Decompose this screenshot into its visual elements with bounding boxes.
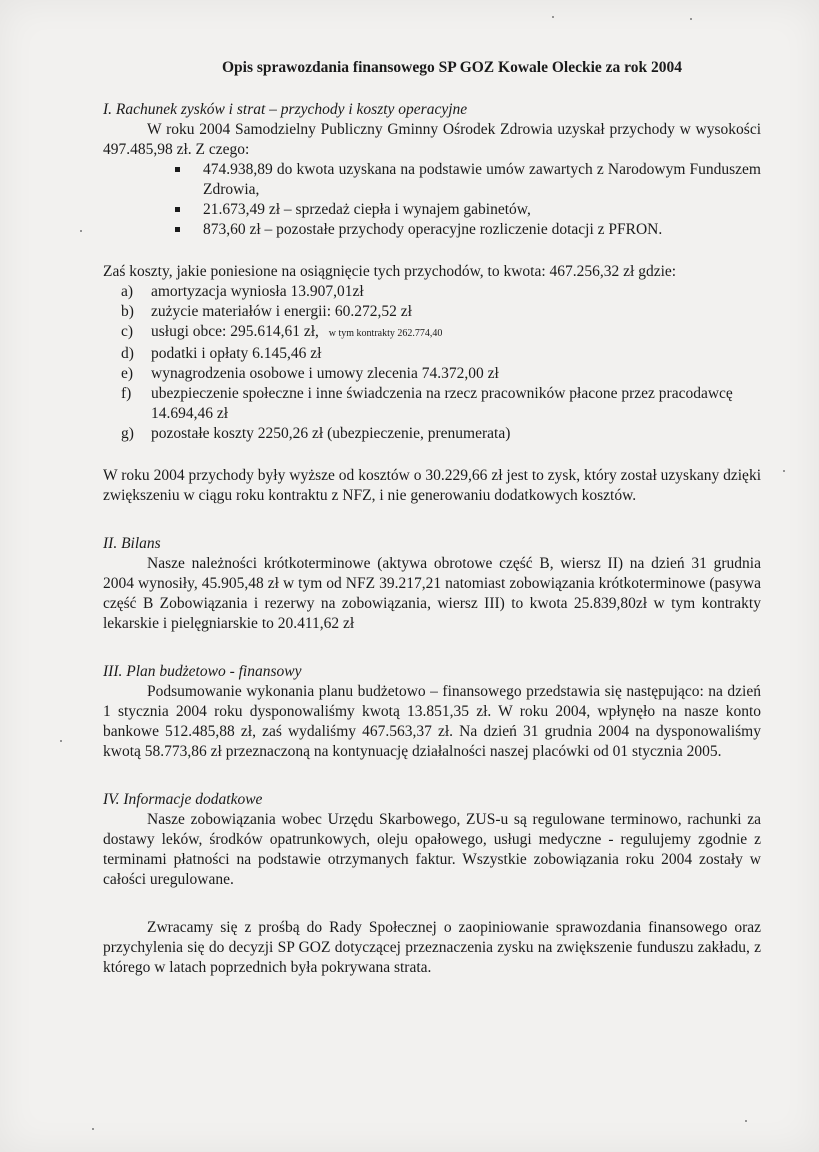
list-item-text: zużycie materiałów i energii: 60.272,52 zł bbox=[151, 303, 412, 320]
list-item bbox=[121, 344, 761, 364]
list-item-note: w tym kontrakty 262.774,40 bbox=[328, 328, 443, 339]
list-item-text: ubezpieczenie społeczne i inne świadczenia na rzecz pracowników płacone przez pracodawcę 14.694,46 zł bbox=[151, 385, 733, 422]
income-intro-paragraph: W roku 2004 Samodzielny Publiczny Gminny Ośrodek Zdrowia uzyskał przychody w wysokości 497.485,98 zł. Z czego: bbox=[103, 121, 761, 158]
closing-paragraph: Zwracamy się z prośbą do Rady Społecznej o zaopiniowanie sprawozdania finansowego oraz przychylenia się do decyzji SP GOZ dotyczącej przeznaczenia zysku na zwiększenie funduszu zakładu, z którego w latach poprzednich była pokrywana strata. bbox=[103, 919, 761, 976]
additional-info-paragraph: Nasze zobowiązania wobec Urzędu Skarbowego, ZUS-u są regulowane terminowo, rachunki za dostawy leków, środków opatrunkowych, oleju opałowego, usługi medyczne - regulujemy zgodnie z terminami płatności na podstawie otrzymanych faktur. Wszystkie zobowiązania roku 2004 zostały w całości uregulowane. bbox=[103, 811, 761, 888]
costs-intro-paragraph: Zaś koszty, jakie poniesione na osiągnięcie tych przychodów, to kwota: 467.256,32 zł gdzie: bbox=[103, 263, 677, 280]
list-item: 474.938,89 do kwota uzyskana na podstawie umów zawartych z Narodowym Funduszem Zdrowia, bbox=[173, 160, 761, 200]
list-letter: e) bbox=[121, 365, 134, 382]
scan-speck bbox=[552, 16, 554, 18]
list-item-text: pozostałe koszty 2250,26 zł (ubezpieczenie, prenumerata) bbox=[151, 425, 511, 442]
list-letter: f) bbox=[121, 385, 132, 402]
list-letter: a) bbox=[121, 283, 134, 300]
scan-speck bbox=[690, 18, 692, 20]
costs-list bbox=[103, 282, 761, 444]
list-item bbox=[121, 424, 761, 444]
list-letter: g) bbox=[121, 425, 134, 442]
scan-speck bbox=[80, 230, 82, 232]
list-item bbox=[121, 384, 761, 424]
section-heading-balance: II. Bilans bbox=[103, 535, 161, 552]
list-item: 21.673,49 zł – sprzedaż ciepła i wynajem gabinetów, bbox=[173, 200, 761, 220]
scan-speck bbox=[92, 1128, 94, 1130]
scan-speck bbox=[60, 740, 62, 742]
document-title: Opis sprawozdania finansowego SP GOZ Kowale Oleckie za rok 2004 bbox=[221, 59, 682, 76]
list-item bbox=[121, 322, 761, 344]
income-bullet-list bbox=[103, 160, 761, 240]
list-item bbox=[121, 364, 761, 384]
scan-speck bbox=[745, 1120, 747, 1122]
list-item bbox=[121, 282, 761, 302]
balance-paragraph: Nasze należności krótkoterminowe (aktywa obrotowe część B, wiersz II) na dzień 31 grudnia 2004 wynosiły, 45.905,48 zł w tym od NFZ 39.217,21 natomiast zobowiązania krótkoterminowe (pasywa część B Zobowiązania i rezerwy na zobowiązania, wiersz III) to kwota 25.839,80zł w tym kontrakty lekarskie i pielęgniarskie to 20.411,62 zł bbox=[103, 555, 761, 632]
list-item-text: wynagrodzenia osobowe i umowy zlecenia 74.372,00 zł bbox=[151, 365, 499, 382]
income-summary-paragraph: W roku 2004 przychody były wyższe od kosztów o 30.229,66 zł jest to zysk, który został uzyskany dzięki zwiększeniu w ciągu roku kontraktu z NFZ, i nie generowaniu dodatkowych kosztów. bbox=[103, 467, 761, 504]
list-item-text: podatki i opłaty 6.145,46 zł bbox=[151, 345, 322, 362]
list-item: 873,60 zł – pozostałe przychody operacyjne rozliczenie dotacji z PFRON. bbox=[173, 220, 761, 240]
list-item bbox=[121, 302, 761, 322]
section-heading-budget: III. Plan budżetowo - finansowy bbox=[103, 663, 302, 680]
section-heading-income-statement: I. Rachunek zysków i strat – przychody i koszty operacyjne bbox=[103, 101, 468, 118]
list-letter: c) bbox=[121, 323, 134, 340]
section-heading-additional-info: IV. Informacje dodatkowe bbox=[103, 791, 263, 808]
list-item-text: amortyzacja wyniosła 13.907,01zł bbox=[151, 283, 364, 300]
list-letter: b) bbox=[121, 303, 134, 320]
budget-paragraph: Podsumowanie wykonania planu budżetowo – finansowego przedstawia się następująco: na dzień 1 stycznia 2004 roku dysponowaliśmy kwotą 13.851,35 zł. W roku 2004, wpłynęło na nasze konto bankowe 512.485,88 zł, zaś wydaliśmy 467.563,37 zł. Na dzień 31 grudnia 2004 na dysponowaliśmy kwotą 58.773,86 zł przeznaczoną na kontynuację działalności naszej placówki od 01 stycznia 2005. bbox=[103, 683, 761, 760]
list-letter: d) bbox=[121, 345, 134, 362]
scan-speck bbox=[783, 470, 785, 472]
list-item-text: usługi obce: 295.614,61 zł, bbox=[151, 323, 319, 340]
document-body bbox=[103, 58, 761, 978]
